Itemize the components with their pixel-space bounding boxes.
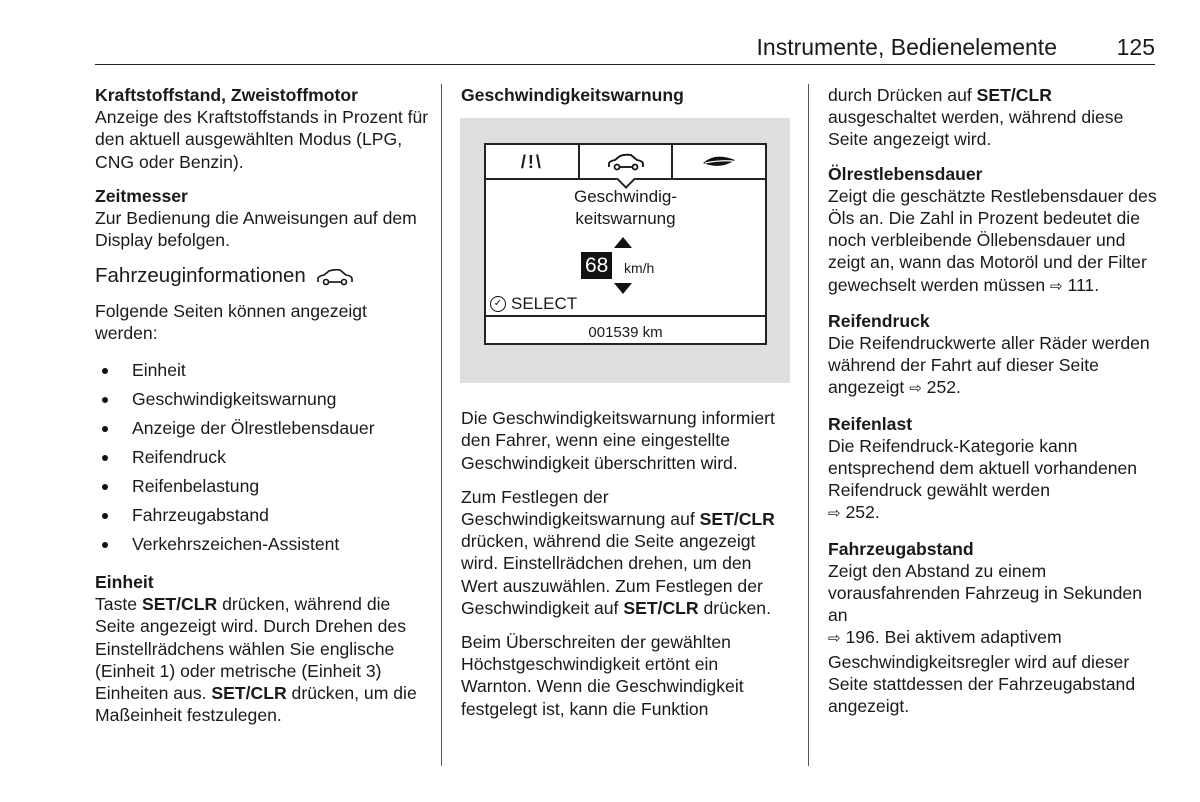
section-text	[828, 185, 1163, 298]
display-divider	[486, 315, 765, 317]
page-ref-icon: ⇨	[828, 630, 841, 648]
key-label: SET/CLR	[623, 597, 699, 618]
page-ref-icon: ⇨	[1050, 277, 1063, 295]
page-header	[95, 30, 1155, 65]
warning-tab	[486, 145, 580, 178]
display-title-line: Geschwindig-	[574, 187, 677, 207]
section-text	[828, 435, 1163, 526]
text-run: Die Reifendruckwerte aller Räder werden während der Fahrt auf dieser Seite angezeigt	[828, 333, 1150, 398]
text-run: Zum Festlegen der Geschwindigkeitswarnung auf	[461, 486, 700, 530]
section-title: Ölrestlebensdauer	[828, 163, 983, 184]
column-1	[95, 84, 430, 738]
paragraph	[828, 84, 1163, 151]
text-run: drücken, während die Seite angezeigt wird. Einstellrädchen drehen, um den Wert auszuwählen. Zum Festlegen der Geschwindigkeit auf	[461, 531, 763, 618]
page-ref-icon: ⇨	[909, 380, 922, 398]
display-figure	[460, 118, 790, 383]
section-title: Fahrzeugabstand	[828, 538, 974, 559]
key-label: SET/CLR	[976, 85, 1052, 105]
section-title: Einheit	[95, 572, 154, 593]
leaf-icon	[701, 154, 737, 170]
display-title	[486, 186, 765, 230]
page-ref[interactable]: 111.	[1067, 274, 1100, 295]
text-run: durch Drücken auf	[828, 85, 977, 105]
driver-info-display	[484, 143, 767, 345]
page-list	[95, 356, 430, 559]
section-title: Reifendruck	[828, 310, 930, 331]
arrow-down-icon	[614, 283, 632, 294]
intro-text: Folgende Seiten können angezeigt werden:	[95, 300, 367, 343]
heading-text: Fahrzeuginformationen	[95, 264, 306, 288]
car-icon	[316, 268, 354, 286]
key-label: SET/CLR	[211, 683, 287, 704]
text-run: Bei aktivem adaptivem Geschwindigkeitsregler wird auf dieser Seite stattdessen der Fahrzeugabstand angezeigt.	[828, 627, 1136, 717]
page-number: 125	[1116, 34, 1155, 60]
text-run: drücken.	[698, 597, 771, 618]
column-divider	[808, 84, 809, 766]
list-item: Verkehrszeichen-Assistent	[95, 530, 430, 559]
section-title: Reifenlast	[828, 413, 913, 434]
page-ref[interactable]: 252.	[926, 377, 961, 398]
chapter-title: Instrumente, Bedienelemente	[756, 34, 1057, 60]
key-label: SET/CLR	[699, 509, 775, 530]
arrow-up-icon	[614, 237, 632, 248]
section-text	[828, 560, 1163, 717]
section-title: Zeitmesser	[95, 185, 188, 206]
list-item: Reifendruck	[95, 443, 430, 472]
text-run: Taste	[95, 594, 142, 615]
text-run: drücken, während die Seite angezeigt wird. Durch Drehen des Einstellrädchens wählen Sie englische (Einheit 1) oder metrische (Einheit 3) Einheiten aus.	[95, 594, 406, 704]
list-item: Fahrzeugabstand	[95, 501, 430, 530]
key-label: SET/CLR	[141, 594, 218, 615]
heading-vehicle-info	[95, 265, 430, 287]
text-run: Die Reifendruck-Kategorie kann entsprechend dem aktuell vorhandenen Reifendruck gewählt werden	[828, 435, 1138, 501]
vehicle-tab	[580, 145, 674, 178]
section-text: Zur Bedienung die Anweisungen auf dem Display befolgen.	[95, 208, 417, 251]
speed-value: 68	[581, 252, 612, 279]
paragraph: Beim Überschreiten der gewählten Höchstgeschwindigkeit ertönt ein Warnton. Wenn die Geschwindigkeit festgelegt ist, kann die Funktion	[461, 632, 744, 719]
speed-unit: km/h	[624, 260, 655, 277]
eco-tab	[673, 145, 765, 178]
column-divider	[441, 84, 442, 766]
section-text	[828, 332, 1163, 401]
display-tabs	[486, 145, 765, 180]
list-item: Einheit	[95, 356, 430, 385]
paragraph: Die Geschwindigkeitswarnung informiert den Fahrer, wenn eine eingestellte Geschwindigkeit überschritten wird.	[461, 408, 775, 473]
select-hint	[490, 293, 577, 315]
page-ref[interactable]: 196.	[845, 627, 880, 648]
text-run: drücken, um die Maßeinheit festzulegen.	[95, 683, 417, 726]
select-label: SELECT	[511, 294, 578, 314]
car-icon	[607, 153, 645, 171]
display-title-line: keitswarnung	[575, 209, 676, 229]
text-run: ausgeschaltet werden, während diese Seite angezeigt wird.	[828, 107, 1124, 150]
list-item: Reifenbelastung	[95, 472, 430, 501]
paragraph	[461, 486, 793, 619]
section-text	[95, 593, 430, 726]
column-2	[461, 84, 793, 732]
section-title: Kraftstoffstand, Zweistoffmotor	[95, 85, 358, 105]
odometer: 001539 km	[588, 324, 663, 342]
section-text: Anzeige des Kraftstoffstands in Prozent für den aktuell ausgewählten Modus (LPG, CNG oder Benzin).	[95, 107, 429, 172]
list-item: Anzeige der Ölrestlebensdauer	[95, 414, 430, 443]
page-ref-icon: ⇨	[828, 505, 841, 523]
warning-icon: /!\	[520, 151, 543, 172]
check-icon: ✓	[490, 296, 506, 312]
list-item: Geschwindigkeitswarnung	[95, 385, 430, 414]
section-title: Geschwindigkeitswarnung	[461, 85, 684, 105]
column-3	[828, 84, 1163, 729]
text-run: Zeigt die geschätzte Restlebensdauer des Öls an. Die Zahl in Prozent bedeutet die noch verbleibende Öllebensdauer und zeigt an, wann das Motoröl und der Filter gewechselt werden müssen	[828, 185, 1157, 295]
page-ref[interactable]: 252.	[845, 502, 880, 523]
text-run: Zeigt den Abstand zu einem vorausfahrenden Fahrzeug in Sekunden an	[828, 560, 1142, 626]
